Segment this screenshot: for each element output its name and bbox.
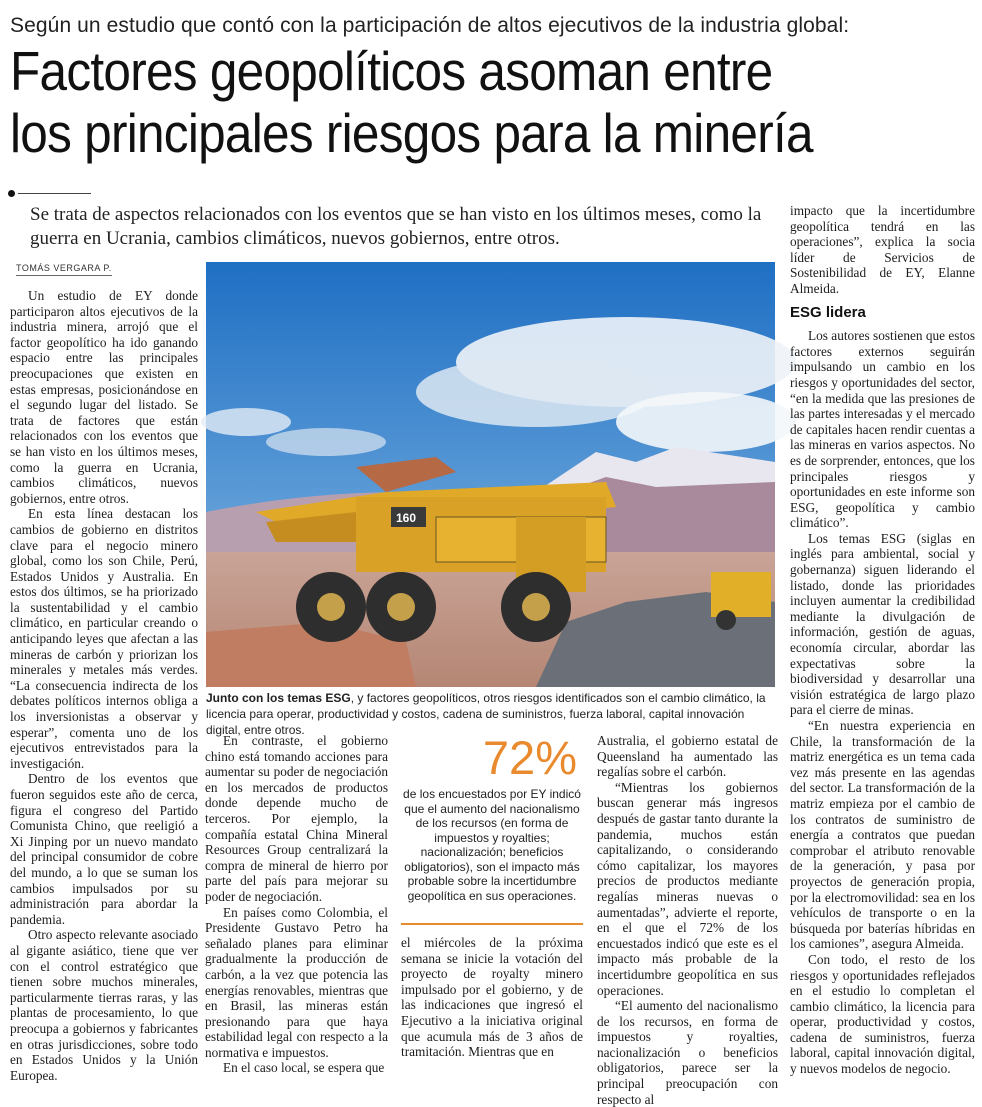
mining-truck-image [206, 262, 775, 687]
stat-description: de los encuestados por EY indicó que el aumento del nacionalismo de los recursos (en forma de impuestos y royalties; nacionalización; beneficios obligatorios), son el impacto más probable sobre la incertidumbre geopolítica en sus operaciones. [403, 787, 581, 903]
stat-divider [401, 923, 583, 925]
paragraph: En contraste, el gobierno chino está tomando acciones para aumentar su poder de negociación en los mercados de productos donde depende mucho de terceros. Por ejemplo, la compañía estatal China Mineral Resources Group centralizará la compra de mineral de hierro por parte del país para mejorar su poder de negociación. [205, 733, 388, 904]
paragraph: Otro aspecto relevante asociado al gigante asiático, tiene que ver con el control estratégico que tienen sobre muchos minerales, particularmente tierras raras, y las plantas de procesamiento, lo que preocupa a gobiernos y fabricantes en otras jurisdicciones, sobre todo en Estados Unidos y la Unión Europea. [10, 927, 198, 1083]
paragraph: Los autores sostienen que estos factores externos seguirán impulsando un cambio en los riesgos y oportunidades del sector, “en la medida que las presiones de las partes interesadas y el mercado de capitales hacen rendir cuentas a las mineras en varios aspectos. No es de sorprender, entonces, que los principales riesgos y oportunidades en este informe son ESG, geopolítica y cambio climático”. [790, 328, 975, 531]
paragraph: En esta línea destacan los cambios de gobierno en distritos clave para el negocio minero global, como los son Chile, Perú, Estados Unidos y Australia. En estos dos últimos, se ha priorizado la sustentabilidad y el cambio climático, en particular creando o anticipando leyes que afectan a las mineras de carbón y priorizan los minerales y metales más verdes. “La consecuencia indirecta de los debates políticos internos obliga a los inversionistas a observar y esperar”, comenta uno de los ejecutivos entrevistados para la investigación. [10, 506, 198, 771]
caption-bold: Junto con los temas ESG [206, 691, 351, 705]
paragraph: impacto que la incertidumbre geopolítica tendrá en las operaciones”, explica la socia líder de Servicios de Sostenibilidad de EY, Elanne Almeida. [790, 203, 975, 296]
column-3 [401, 935, 583, 1060]
headline-line-1: Factores geopolíticos asoman entre [10, 40, 773, 102]
section-subhead: ESG lidera [790, 303, 866, 321]
headline-line-2: los principales riesgos para la minería [10, 102, 813, 164]
caption-text: , y factores geopolíticos, otros riesgos identificados son el cambio climático, la licencia para operar, productividad y costos, cadena de suministros, fuerza laboral, capital innovación digital, entre otros. [206, 691, 766, 737]
truck-number: 160 [396, 511, 417, 525]
paragraph: “Mientras los gobiernos buscan generar más ingresos después de gastar tanto durante la pandemia, muchos están capitalizando, o considerando cómo capitalizar, los mayores precios de productos mediante regalías mineras nuevas o aumentadas”, advierte el reporte, en el que el 72% de los encuestados indicó que este es el impacto más probable de la incertidumbre geopolítica en sus operaciones. [597, 779, 778, 998]
kicker: Según un estudio que contó con la participación de altos ejecutivos de la industria global: [10, 14, 850, 37]
column-4 [597, 733, 778, 1107]
bullet-dot [8, 190, 15, 197]
photo-credit: COLLAHUASI [773, 892, 780, 937]
paragraph: el miércoles de la próxima semana se inicie la votación del proyecto de royalty minero impulsado por el gobierno, y de las indicaciones que ingresó el Ejecutivo a la iniciativa original que acumula más de 3 años de tramitación. Mientras que en [401, 935, 583, 1060]
column-1 [10, 288, 198, 1083]
byline: TOMÁS VERGARA P. [16, 263, 112, 276]
paragraph: Los temas ESG (siglas en inglés para ambiental, social y gobernanza) siguen liderando el listado, donde las prioridades incluyen aumentar la credibilidad mediante la divulgación de información, gestión de aguas, economía circular, abordar las expectativas sobre la biodiversidad y desarrollar una visión estratégica de largo plazo para el cierre de minas. [790, 530, 975, 718]
stat-callout [401, 733, 583, 925]
lead-paragraph: Se trata de aspectos relacionados con los eventos que se han visto en los últimos meses, como la guerra en Ucrania, cambios climáticos, nuevos gobiernos, entre otros. [30, 204, 762, 249]
paragraph: Dentro de los eventos que fueron seguidos este año de cerca, figura el congreso del Partido Comunista Chino, que reeligió a Xi Jinping por un nuevo mandato del principal consumidor de cobre del mundo, a lo que se suman los cambios impulsados por su administración para abordar la pandemia. [10, 771, 198, 927]
column-2 [205, 733, 388, 1076]
divider [18, 193, 91, 194]
paragraph: En países como Colombia, el Presidente Gustavo Petro ha señalado planes para eliminar gradualmente la producción de carbón, a la vez que potencia las energías renovables, mientras que en Brasil, las mineras están presionando para que haya estabilidad legal con respecto a la normativa e impuestos. [205, 904, 388, 1060]
paragraph: Con todo, el resto de los riesgos y oportunidades reflejados en el estudio lo completan el cambio climático, la licencia para operar, productividad y costos, cadena de suministros, fuerza laboral, capital innovación digital, y nuevos modelos de negocio. [790, 951, 975, 1077]
paragraph: “El aumento del nacionalismo de los recursos, en forma de impuestos y royalties, nacionalización o beneficios obligatorios, parece ser la principal preocupación con respecto al [597, 998, 778, 1107]
paragraph: En el caso local, se espera que [223, 1060, 385, 1076]
paragraph: Un estudio de EY donde participaron altos ejecutivos de la industria minera, arrojó que el factor geopolítico ha ido ganando espacio entre las principales preocupaciones que existen en estas empresas, posicionándose en el segundo lugar del listado. Se trata de factores que están relacionados con los eventos que se han visto en los últimos meses, como la guerra en Ucrania, cambios climáticos, nuevos gobiernos, entre otros. [10, 288, 198, 506]
paragraph: “En nuestra experiencia en Chile, la transformación de la matriz energética es un tema cada vez más presente en las agendas del sector. La transformación de la matriz empieza por el cambio de los contratos de suministro de energía a contratos que puedan comprobar el atributo renovable de la generación, y pasa por proyectos de generación propia, por la electromovilidad: sea en los vehículos de transporte o en la búsqueda por baterías híbridas en los camiones”, asegura Almeida. [790, 718, 975, 952]
column-5 [790, 203, 975, 1077]
stat-value: 72% [482, 731, 577, 784]
headline [10, 40, 978, 164]
paragraph: Australia, el gobierno estatal de Queensland ha aumentado las regalías sobre el carbón. [597, 733, 778, 780]
